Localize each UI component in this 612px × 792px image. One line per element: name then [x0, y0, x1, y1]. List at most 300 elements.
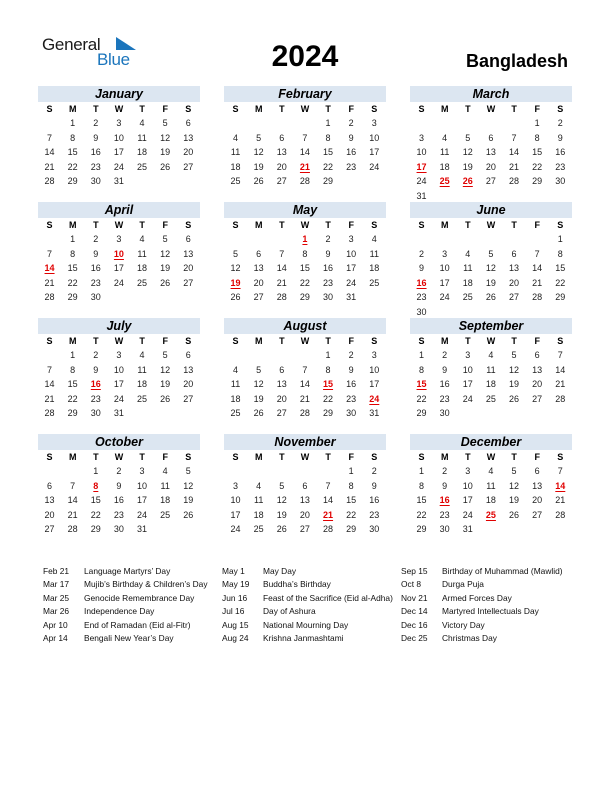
day: 20	[276, 161, 287, 172]
day: 26	[160, 277, 171, 288]
day: 23	[346, 393, 357, 404]
holiday-day: 25	[485, 509, 496, 520]
day: 18	[439, 161, 450, 172]
day: 12	[509, 480, 520, 491]
month-header: July	[38, 318, 200, 334]
day: 17	[113, 147, 124, 158]
weekday-label: W	[300, 220, 310, 230]
empty-day	[433, 232, 456, 247]
day: 17	[462, 495, 473, 506]
day: 25	[230, 176, 241, 187]
day: 3	[233, 480, 239, 491]
weekday-label: S	[46, 452, 53, 462]
day: 26	[230, 292, 241, 303]
empty-day	[293, 116, 316, 131]
empty-day	[479, 232, 502, 247]
empty-day	[247, 348, 270, 363]
day: 23	[439, 509, 450, 520]
day: 3	[442, 248, 448, 259]
day: 22	[532, 161, 543, 172]
day: 22	[67, 393, 78, 404]
day: 13	[509, 263, 520, 274]
day: 10	[346, 248, 357, 259]
day: 10	[462, 364, 473, 375]
day: 5	[162, 118, 168, 128]
day: 11	[254, 495, 264, 506]
day: 1	[325, 118, 331, 128]
holiday-day: 16	[439, 495, 450, 506]
day: 30	[90, 292, 101, 303]
day: 9	[325, 248, 331, 259]
day: 5	[279, 480, 285, 491]
day: 13	[299, 495, 310, 506]
weekday-label: W	[486, 220, 496, 230]
day: 12	[230, 263, 241, 274]
day: 25	[137, 393, 148, 404]
holiday-date: Dec 16	[401, 619, 428, 630]
day: 18	[485, 379, 496, 390]
day: 12	[253, 379, 264, 390]
weekday-label: W	[114, 452, 124, 462]
day: 10	[416, 147, 427, 158]
day: 25	[485, 393, 496, 404]
holiday-item	[222, 565, 393, 578]
weekday-label: S	[232, 220, 239, 230]
day: 12	[183, 480, 194, 491]
weekday-label: S	[557, 220, 564, 230]
weekday-label: T	[279, 336, 285, 346]
day: 11	[160, 480, 170, 491]
weekday-label: T	[139, 104, 145, 114]
weekday-label: S	[557, 452, 564, 462]
day: 1	[93, 466, 99, 476]
day: 21	[555, 379, 566, 390]
day: 27	[276, 408, 287, 419]
day: 4	[488, 350, 494, 360]
day: 12	[462, 147, 473, 158]
day: 1	[325, 350, 331, 360]
day: 8	[70, 132, 76, 143]
day: 23	[323, 277, 334, 288]
weekday-label: T	[139, 452, 145, 462]
day: 1	[70, 350, 76, 360]
day: 4	[233, 364, 239, 375]
day: 26	[253, 176, 264, 187]
empty-day	[61, 464, 84, 479]
weekday-label: T	[465, 452, 471, 462]
day: 27	[183, 393, 194, 404]
day: 18	[462, 277, 473, 288]
day: 4	[162, 466, 168, 476]
day: 11	[463, 263, 473, 274]
day: 24	[462, 509, 473, 520]
empty-day	[224, 348, 247, 363]
weekday-label: F	[162, 220, 168, 230]
holiday-item	[401, 632, 563, 645]
day: 3	[465, 350, 471, 360]
holiday-date: Sep 15	[401, 566, 428, 576]
day: 17	[230, 509, 241, 520]
day: 7	[47, 132, 53, 143]
holiday-item	[43, 605, 208, 618]
day: 3	[371, 350, 377, 360]
holiday-date: Jul 16	[222, 606, 245, 617]
weekday-label: T	[93, 336, 99, 346]
day: 11	[230, 379, 241, 390]
day: 14	[555, 364, 566, 375]
empty-day	[38, 464, 61, 479]
day: 21	[44, 393, 55, 404]
empty-day	[526, 232, 549, 247]
day: 6	[185, 350, 191, 360]
day: 17	[137, 495, 148, 506]
day: 15	[346, 495, 357, 506]
day: 5	[465, 132, 471, 143]
day: 18	[137, 147, 148, 158]
day: 9	[93, 248, 99, 259]
day: 6	[511, 248, 517, 259]
day: 4	[488, 466, 494, 476]
day: 2	[325, 234, 331, 244]
day: 30	[113, 524, 124, 535]
day: 3	[116, 350, 122, 360]
weekday-label: M	[254, 452, 263, 462]
day: 13	[183, 248, 194, 259]
day: 5	[488, 248, 494, 259]
day: 10	[230, 495, 241, 506]
holiday-item	[43, 565, 208, 578]
day: 29	[532, 176, 543, 187]
day: 24	[137, 509, 148, 520]
weekday-label: F	[534, 452, 540, 462]
holiday-name: Birthday of Muhammad (Mawlid)	[442, 566, 563, 576]
day: 26	[160, 161, 171, 172]
day: 8	[557, 248, 563, 259]
day: 12	[160, 364, 171, 375]
day: 11	[369, 248, 379, 259]
day: 19	[276, 509, 287, 520]
weekday-label: T	[325, 336, 331, 346]
day: 27	[485, 176, 496, 187]
day: 24	[113, 161, 124, 172]
empty-day	[317, 464, 340, 479]
empty-day	[479, 116, 502, 131]
day: 6	[279, 132, 285, 143]
weekday-label: F	[162, 452, 168, 462]
day: 17	[113, 379, 124, 390]
day: 18	[253, 509, 264, 520]
weekday-label: F	[348, 336, 354, 346]
empty-day	[247, 232, 270, 247]
day: 9	[371, 480, 377, 491]
holiday-item	[401, 592, 563, 605]
weekday-label: F	[534, 220, 540, 230]
holiday-name: Mujib’s Birthday & Children’s Day	[84, 579, 208, 590]
day: 2	[348, 350, 354, 360]
holiday-name: Feast of the Sacrifice (Eid al-Adha)	[263, 592, 393, 603]
day: 20	[299, 509, 310, 520]
day: 17	[462, 379, 473, 390]
day: 3	[116, 234, 122, 244]
weekday-label: S	[557, 336, 564, 346]
day: 17	[369, 379, 380, 390]
day: 26	[183, 509, 194, 520]
weekday-label: S	[371, 104, 378, 114]
weekday-label: M	[68, 220, 77, 230]
day: 18	[137, 263, 148, 274]
weekday-label: T	[511, 104, 517, 114]
empty-day	[224, 464, 247, 479]
day: 10	[137, 480, 148, 491]
day: 28	[44, 176, 55, 187]
day: 29	[323, 408, 334, 419]
weekday-label: S	[46, 336, 53, 346]
day: 15	[555, 263, 566, 274]
day: 12	[276, 495, 287, 506]
day: 6	[279, 364, 285, 375]
day: 28	[323, 524, 334, 535]
day: 14	[299, 379, 310, 390]
holiday-item	[401, 605, 563, 618]
day: 25	[137, 161, 148, 172]
holiday-name: May Day	[263, 566, 297, 576]
month-april	[38, 202, 200, 305]
day: 9	[116, 480, 122, 491]
day: 20	[253, 277, 264, 288]
holiday-date: Aug 24	[222, 632, 249, 643]
month-july	[38, 318, 200, 421]
day: 23	[346, 161, 357, 172]
day: 13	[276, 379, 287, 390]
day: 13	[276, 147, 287, 158]
day: 23	[90, 161, 101, 172]
holiday-day: 8	[93, 480, 99, 491]
weekday-label: M	[68, 336, 77, 346]
weekday-label: F	[348, 220, 354, 230]
day: 19	[509, 495, 520, 506]
day: 10	[439, 263, 450, 274]
empty-day	[456, 232, 479, 247]
day: 14	[44, 379, 55, 390]
day: 23	[113, 509, 124, 520]
day: 23	[416, 292, 427, 303]
month-header: April	[38, 202, 200, 218]
empty-day	[247, 116, 270, 131]
day: 24	[416, 176, 427, 187]
day: 3	[348, 234, 354, 244]
day: 8	[302, 248, 308, 259]
day: 8	[419, 480, 425, 491]
day: 12	[160, 248, 171, 259]
day: 8	[70, 364, 76, 375]
holiday-day: 21	[299, 161, 310, 172]
weekday-label: M	[440, 452, 449, 462]
holiday-name: Buddha’s Birthday	[263, 579, 331, 590]
day: 21	[532, 277, 543, 288]
weekday-label: W	[114, 104, 124, 114]
day: 31	[137, 524, 148, 535]
day: 1	[419, 466, 425, 476]
day: 6	[185, 118, 191, 128]
day: 25	[369, 277, 380, 288]
day: 13	[253, 263, 264, 274]
day: 22	[323, 161, 334, 172]
holiday-day: 26	[462, 176, 473, 187]
day: 23	[555, 161, 566, 172]
day: 14	[532, 263, 543, 274]
day: 11	[137, 364, 147, 375]
day: 16	[555, 147, 566, 158]
month-march	[410, 86, 572, 204]
day: 1	[348, 466, 354, 476]
day: 7	[534, 248, 540, 259]
holiday-day: 16	[416, 277, 427, 288]
weekday-label: T	[279, 452, 285, 462]
holiday-date: Aug 15	[222, 619, 249, 630]
holiday-item	[401, 578, 563, 591]
day: 9	[442, 480, 448, 491]
holiday-item	[222, 619, 393, 632]
holiday-name: Krishna Janmashtami	[263, 632, 344, 643]
weekday-label: S	[557, 104, 564, 114]
day: 2	[348, 118, 354, 128]
day: 3	[116, 118, 122, 128]
month-november	[224, 434, 386, 537]
holiday-item	[43, 592, 208, 605]
day: 16	[439, 379, 450, 390]
weekday-label: T	[511, 336, 517, 346]
day: 5	[511, 350, 517, 360]
day: 21	[509, 161, 520, 172]
day: 11	[440, 147, 450, 158]
day: 22	[323, 393, 334, 404]
day: 19	[183, 495, 194, 506]
calendar-year: 2024	[271, 40, 339, 73]
weekday-label: T	[465, 336, 471, 346]
day: 15	[90, 495, 101, 506]
day: 28	[44, 408, 55, 419]
day: 13	[485, 147, 496, 158]
weekday-label: S	[418, 104, 425, 114]
day: 24	[113, 277, 124, 288]
day: 21	[299, 393, 310, 404]
day: 23	[439, 393, 450, 404]
day: 15	[532, 147, 543, 158]
holiday-day: 10	[113, 248, 124, 259]
holiday-date: Jun 16	[222, 592, 248, 603]
empty-day	[224, 116, 247, 131]
day: 7	[47, 364, 53, 375]
day: 13	[183, 364, 194, 375]
holiday-date: Mar 25	[43, 592, 70, 603]
weekday-label: T	[93, 452, 99, 462]
country-name: Bangladesh	[465, 51, 568, 71]
empty-day	[224, 232, 247, 247]
generalblue-logo	[42, 35, 142, 71]
weekday-label: F	[348, 104, 354, 114]
day: 25	[253, 524, 264, 535]
day: 10	[369, 132, 380, 143]
holiday-item	[401, 565, 563, 578]
day: 20	[509, 277, 520, 288]
holiday-day: 16	[90, 379, 101, 390]
day: 31	[113, 408, 124, 419]
day: 2	[442, 350, 448, 360]
day: 2	[442, 466, 448, 476]
weekday-label: T	[279, 220, 285, 230]
day: 22	[299, 277, 310, 288]
day: 8	[325, 132, 331, 143]
month-header: March	[410, 86, 572, 102]
weekday-label: S	[185, 220, 192, 230]
day: 31	[462, 524, 473, 535]
holiday-item	[401, 619, 563, 632]
holiday-item	[43, 632, 208, 645]
day: 30	[369, 524, 380, 535]
day: 29	[416, 408, 427, 419]
weekday-label: T	[511, 452, 517, 462]
day: 19	[253, 161, 264, 172]
weekday-label: M	[254, 220, 263, 230]
day: 22	[67, 161, 78, 172]
holiday-day: 1	[302, 234, 308, 244]
weekday-label: S	[418, 452, 425, 462]
day: 26	[253, 408, 264, 419]
weekday-label: M	[68, 104, 77, 114]
day: 15	[67, 263, 78, 274]
weekday-label: T	[325, 104, 331, 114]
empty-day	[38, 232, 61, 247]
day: 19	[160, 379, 171, 390]
day: 27	[299, 524, 310, 535]
day: 31	[346, 292, 357, 303]
day: 27	[253, 292, 264, 303]
holiday-name: Victory Day	[442, 619, 485, 630]
day: 11	[230, 147, 241, 158]
empty-day	[410, 232, 433, 247]
holiday-day: 14	[555, 480, 566, 491]
day: 28	[67, 524, 78, 535]
holiday-day: 17	[416, 161, 427, 172]
weekday-label: S	[46, 104, 53, 114]
day: 4	[233, 132, 239, 143]
weekday-label: F	[162, 104, 168, 114]
day: 31	[369, 408, 380, 419]
month-october	[38, 434, 200, 537]
day: 5	[256, 132, 262, 143]
empty-day	[247, 464, 270, 479]
day: 30	[555, 176, 566, 187]
month-header: November	[224, 434, 386, 450]
day: 2	[419, 248, 425, 259]
day: 20	[276, 393, 287, 404]
day: 24	[439, 292, 450, 303]
weekday-label: T	[465, 104, 471, 114]
day: 23	[369, 509, 380, 520]
day: 20	[485, 161, 496, 172]
empty-day	[270, 116, 293, 131]
day: 5	[185, 466, 191, 476]
day: 5	[511, 466, 517, 476]
logo-text-blue: Blue	[97, 50, 130, 69]
day: 22	[555, 277, 566, 288]
day: 5	[162, 350, 168, 360]
day: 25	[230, 408, 241, 419]
weekday-label: M	[254, 104, 263, 114]
day: 25	[462, 292, 473, 303]
weekday-label: T	[511, 220, 517, 230]
day: 3	[419, 132, 425, 143]
